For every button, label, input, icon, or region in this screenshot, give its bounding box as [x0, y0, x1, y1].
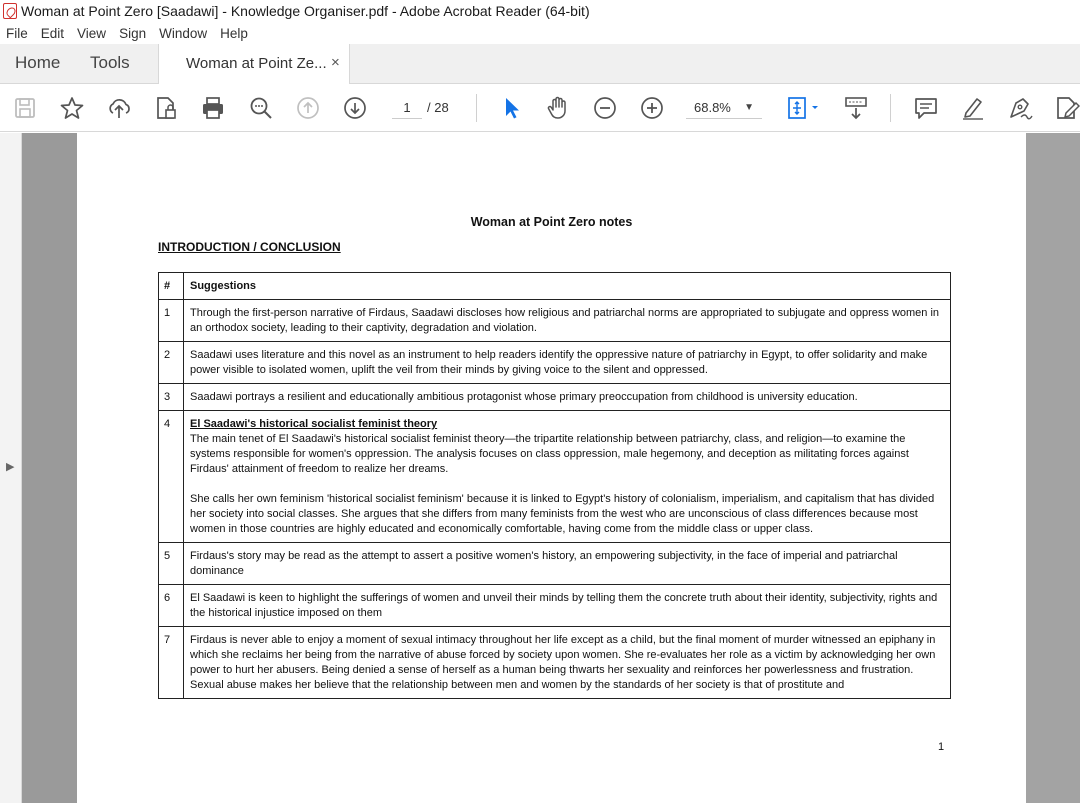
row-text: Through the first-person narrative of Firdaus, Saadawi discloses how religious and patriarchal norms are appropriated to subjugate and oppress women in an orthodox society, leading to their captivity, degradation and violation.: [184, 300, 951, 342]
table-row: [159, 585, 951, 627]
fit-page-icon[interactable]: [784, 94, 822, 122]
title-bar: [0, 0, 1080, 22]
page-total: / 28: [427, 100, 449, 115]
row-number: 5: [159, 543, 184, 585]
page-number-input[interactable]: 1: [392, 97, 422, 119]
save-icon[interactable]: [11, 94, 39, 122]
paragraph-gap: [190, 477, 944, 492]
table-row: [159, 342, 951, 384]
table-row: [159, 384, 951, 411]
left-panel-rail[interactable]: [0, 133, 22, 803]
toolbar-divider: [890, 94, 891, 122]
pdf-page: [77, 133, 1026, 803]
section-heading: INTRODUCTION / CONCLUSION: [158, 240, 341, 254]
toolbar-divider: [476, 94, 477, 122]
window-title: Woman at Point Zero [Saadawi] - Knowledge Organiser.pdf - Adobe Acrobat Reader (64-bit): [21, 3, 590, 19]
hand-icon[interactable]: [544, 94, 572, 122]
sign-icon[interactable]: [1006, 94, 1034, 122]
protect-icon[interactable]: [152, 94, 180, 122]
suggestions-table: [158, 272, 951, 699]
tab-home[interactable]: Home: [15, 53, 61, 72]
acrobat-icon: [3, 3, 17, 19]
row-number: 4: [159, 411, 184, 543]
row-number: 6: [159, 585, 184, 627]
row-text: [184, 411, 951, 543]
theory-paragraph-2: She calls her own feminism 'historical socialist feminism' because it is linked to Egypt's history of colonialism, imperialism, and capitalism that has divided her society into social classes. She argues that she differs from many feminists from the west who are unconscious of class differences because most women in those countries are highly educated and economically comfortable, having come from the middle class or upper class.: [190, 493, 935, 535]
menu-bar: [0, 22, 1080, 44]
menu-window[interactable]: Window: [159, 25, 208, 41]
menu-view[interactable]: View: [77, 25, 107, 41]
table-row: [159, 411, 951, 543]
document-title: Woman at Point Zero notes: [470, 215, 633, 229]
edit-icon[interactable]: [1053, 94, 1080, 122]
table-header-row: [159, 273, 951, 300]
close-icon[interactable]: ×: [331, 54, 340, 71]
menu-sign[interactable]: Sign: [119, 25, 147, 41]
row-text: Firdaus is never able to enjoy a moment of sexual intimacy throughout her life except as a child, but the final moment of murder witnessed an epiphany in which she reclaims her being from the narrative of abuse forced by society upon women. She re-evaluates her role as a victim by acknowledging her own power to hurt her abusers. Being denied a sense of herself as a human being thwarts her sexuality and reinforces her powerlessness and frustration. Sexual abuse makes her believe that the relationship between men and women by the standards of her society is that of prostitute and: [184, 627, 951, 699]
upload-icon[interactable]: [105, 94, 133, 122]
expand-panel-icon[interactable]: ▶: [6, 461, 15, 473]
row-text: Saadawi portrays a resilient and educationally ambitious protagonist whose primary preoccupation from childhood is university education.: [184, 384, 951, 411]
print-icon[interactable]: [199, 94, 227, 122]
column-header-number: #: [159, 273, 184, 300]
next-page-icon[interactable]: [341, 94, 369, 122]
row-number: 7: [159, 627, 184, 699]
row-text: Saadawi uses literature and this novel as an instrument to help readers identify the oppressive nature of patriarchy in Egypt, to offer solidarity and make power visible to isolated women, uplift the veil from their minds by giving voice to the silent and oppressed.: [184, 342, 951, 384]
menu-edit[interactable]: Edit: [40, 25, 65, 41]
select-cursor-icon[interactable]: [497, 94, 525, 122]
chevron-down-icon: ▼: [744, 102, 754, 113]
tab-bar: [0, 44, 1080, 84]
column-header-suggestions: Suggestions: [184, 273, 951, 300]
zoom-out-icon[interactable]: [591, 94, 619, 122]
comment-icon[interactable]: [912, 94, 940, 122]
table-row: [159, 543, 951, 585]
document-viewer[interactable]: [0, 133, 1080, 803]
theory-paragraph-1: The main tenet of El Saadawi's historical socialist feminist theory—the tripartite relationship between patriarchy, class, and religion—to examine the systems responsible for women's oppression. The analysis focuses on class oppression, male hegemony, and deception as militating forces against Firdaus' attainment of freedom to realize her dreams.: [190, 433, 909, 475]
table-row: [159, 300, 951, 342]
prev-page-icon[interactable]: [294, 94, 322, 122]
search-zoom-icon[interactable]: [247, 94, 275, 122]
row-text: El Saadawi is keen to highlight the sufferings of women and unveil their minds by telling them the concrete truth about their identity, subjectivity, rights and the historical injustice imposed on them: [184, 585, 951, 627]
row-number: 1: [159, 300, 184, 342]
zoom-level-select[interactable]: [686, 97, 762, 119]
star-icon[interactable]: [58, 94, 86, 122]
row-text: Firdaus's story may be read as the attempt to assert a positive women's history, an empowering subjectivity, in the face of imperial and patriarchal dominance: [184, 543, 951, 585]
tab-tools[interactable]: Tools: [90, 53, 130, 72]
menu-help[interactable]: Help: [220, 25, 248, 41]
tab-document-label: Woman at Point Ze...: [186, 55, 327, 72]
row-number: 3: [159, 384, 184, 411]
row-number: 2: [159, 342, 184, 384]
viewer-background-right: [1026, 133, 1080, 803]
theory-subheading: El Saadawi's historical socialist feminist theory: [190, 418, 438, 430]
table-row: [159, 627, 951, 699]
tab-document[interactable]: [158, 44, 350, 85]
menu-file[interactable]: File: [6, 25, 28, 41]
zoom-level-value: 68.8%: [694, 100, 731, 115]
page-footer-number: 1: [938, 741, 945, 753]
highlight-icon[interactable]: [959, 94, 987, 122]
zoom-in-icon[interactable]: [638, 94, 666, 122]
toolbar: [0, 84, 1080, 132]
scroll-mode-icon[interactable]: [842, 94, 870, 122]
